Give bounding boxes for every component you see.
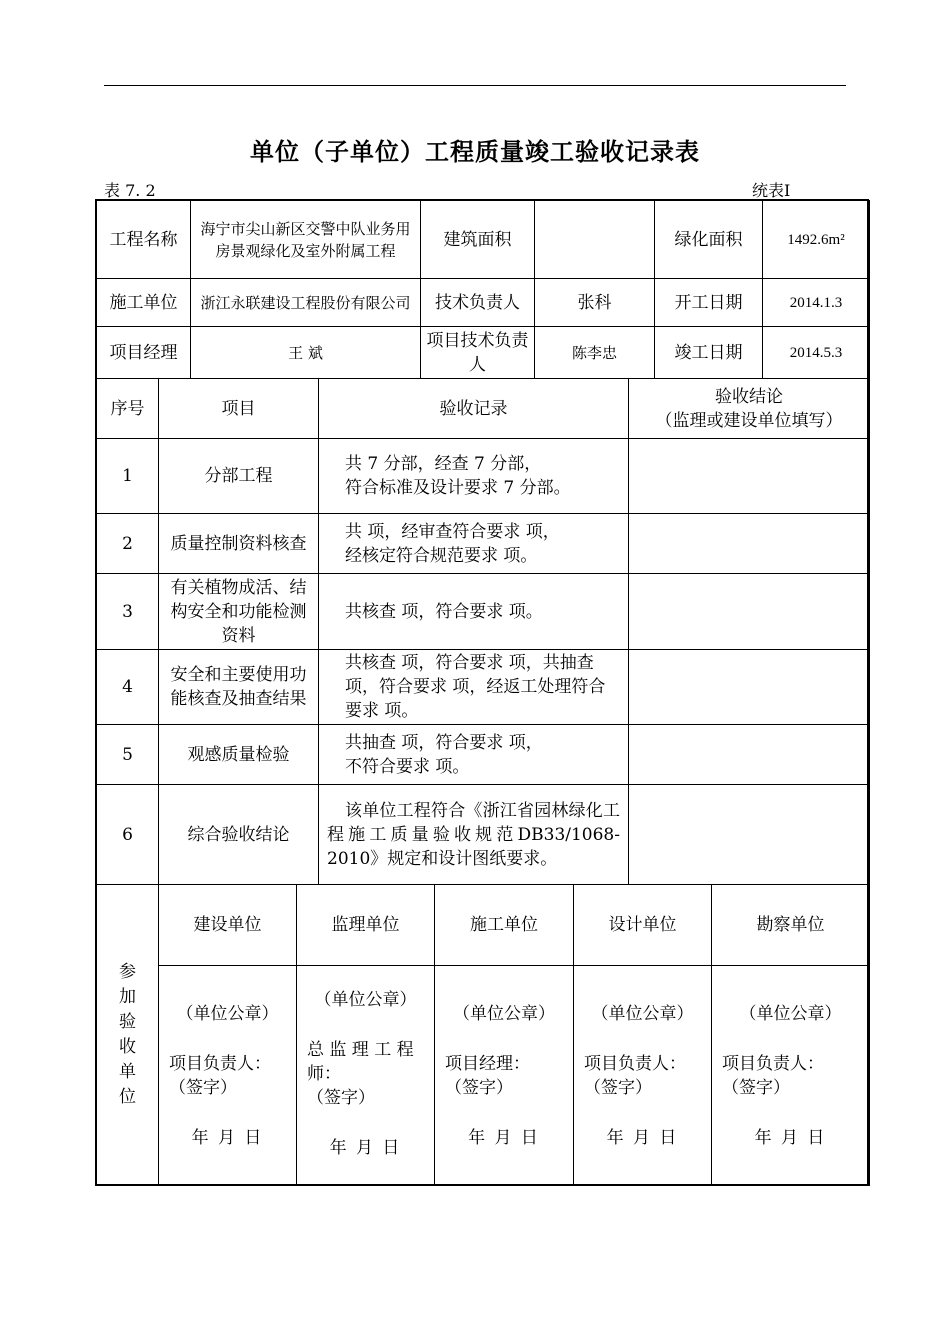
sign-date: 年 月 日 — [329, 1138, 402, 1158]
row-number: 2 — [97, 514, 159, 574]
signature-cell — [435, 966, 574, 1186]
signature-note: （签字） — [169, 1078, 237, 1098]
green-area-label: 绿化面积 — [655, 201, 763, 279]
unit-seal: （单位公章） — [591, 1004, 694, 1024]
table-row — [97, 785, 870, 885]
row-conclusion — [629, 785, 870, 885]
signer-role: 项目负责人： — [584, 1054, 686, 1074]
project-name-value: 海宁市尖山新区交警中队业务用房景观绿化及室外附属工程 — [191, 201, 421, 279]
green-area-value: 1492.6m² — [763, 201, 870, 279]
row-conclusion — [629, 574, 870, 650]
sign-date: 年 月 日 — [468, 1128, 540, 1148]
col-header-conclusion — [629, 379, 870, 439]
table-row — [97, 439, 870, 514]
form-code: 统表Ⅰ — [752, 181, 791, 200]
row-conclusion — [629, 650, 870, 725]
signature-cell — [574, 966, 712, 1186]
row-conclusion — [629, 725, 870, 785]
tech-lead-value: 张科 — [535, 279, 655, 327]
acceptance-items-table — [96, 378, 870, 885]
signature-note: （签字） — [722, 1078, 790, 1098]
row-conclusion — [629, 439, 870, 514]
participants-table — [96, 884, 870, 1186]
project-name-label: 工程名称 — [97, 201, 191, 279]
col-header-item: 项目 — [159, 379, 319, 439]
proj-tech-lead-label: 项目技术负责人 — [421, 327, 535, 379]
signer-role: 项目经理： — [445, 1054, 530, 1074]
row-number: 6 — [97, 785, 159, 885]
conclusion-title: 验收结论 — [715, 386, 783, 407]
row-item: 安全和主要使用功能核查及抽查结果 — [159, 650, 319, 725]
row-record: 共核查 项，符合要求 项，共抽查 项，符合要求 项，经返工处理符合要求 项。 — [319, 650, 629, 725]
contractor-value: 浙江永联建设工程股份有限公司 — [191, 279, 421, 327]
signer-role: 项目负责人： — [722, 1054, 824, 1074]
signature-cell — [297, 966, 435, 1186]
row-record: 共核查 项，符合要求 项。 — [319, 574, 629, 650]
col-header-record: 验收记录 — [319, 379, 629, 439]
row-number: 5 — [97, 725, 159, 785]
participants-label: 参加验收单位 — [97, 885, 159, 1186]
row-number: 4 — [97, 650, 159, 725]
unit-seal: （单位公章） — [176, 1004, 279, 1024]
contractor-label: 施工单位 — [97, 279, 191, 327]
unit-name: 监理单位 — [297, 885, 435, 966]
row-number: 3 — [97, 574, 159, 650]
sign-date: 年 月 日 — [606, 1128, 679, 1148]
row-item: 质量控制资料核查 — [159, 514, 319, 574]
conclusion-note: （监理或建设单位填写） — [655, 410, 843, 431]
page-title: 单位（子单位）工程质量竣工验收记录表 — [250, 138, 700, 166]
unit-seal: （单位公章） — [453, 1004, 555, 1024]
unit-name: 建设单位 — [159, 885, 297, 966]
col-header-seq: 序号 — [97, 379, 159, 439]
row-conclusion — [629, 514, 870, 574]
end-date-value: 2014.5.3 — [763, 327, 870, 379]
signature-note: （签字） — [584, 1078, 652, 1098]
signature-note: （签字） — [307, 1088, 375, 1108]
table-row — [97, 725, 870, 785]
row-item: 综合验收结论 — [159, 785, 319, 885]
start-date-label: 开工日期 — [655, 279, 763, 327]
unit-name: 设计单位 — [574, 885, 712, 966]
row-record: 共 项，经审查符合要求 项， 经核定符合规范要求 项。 — [319, 514, 629, 574]
unit-name: 勘察单位 — [712, 885, 870, 966]
start-date-value: 2014.1.3 — [763, 279, 870, 327]
unit-seal: （单位公章） — [314, 990, 417, 1010]
unit-seal: （单位公章） — [739, 1004, 842, 1024]
tech-lead-label: 技术负责人 — [421, 279, 535, 327]
signer-role: 总 监 理 工 程 师： — [307, 1040, 414, 1084]
table-row — [97, 574, 870, 650]
signature-cell — [712, 966, 870, 1186]
table-row — [97, 514, 870, 574]
row-item: 分部工程 — [159, 439, 319, 514]
project-info-table — [96, 200, 870, 379]
row-number: 1 — [97, 439, 159, 514]
header-rule — [104, 85, 846, 86]
row-item: 观感质量检验 — [159, 725, 319, 785]
row-item: 有关植物成活、结构安全和功能检测资料 — [159, 574, 319, 650]
building-area-value — [535, 201, 655, 279]
row-record: 共抽查 项，符合要求 项， 不符合要求 项。 — [319, 725, 629, 785]
signer-role: 项目负责人： — [169, 1054, 271, 1074]
unit-name: 施工单位 — [435, 885, 574, 966]
signature-note: （签字） — [445, 1078, 513, 1098]
pm-value: 王 斌 — [191, 327, 421, 379]
table-number: 表 7. 2 — [104, 181, 156, 200]
proj-tech-lead-value: 陈李忠 — [535, 327, 655, 379]
table-row — [97, 650, 870, 725]
end-date-label: 竣工日期 — [655, 327, 763, 379]
row-record: 共 7 分部，经查 7 分部， 符合标准及设计要求 7 分部。 — [319, 439, 629, 514]
signature-cell — [159, 966, 297, 1186]
pm-label: 项目经理 — [97, 327, 191, 379]
sign-date: 年 月 日 — [754, 1128, 827, 1148]
building-area-label: 建筑面积 — [421, 201, 535, 279]
row-record: 该单位工程符合《浙江省园林绿化工程施工质量验收规范DB33/1068-2010》规定和设计图纸要求。 — [319, 785, 629, 885]
sign-date: 年 月 日 — [191, 1128, 264, 1148]
